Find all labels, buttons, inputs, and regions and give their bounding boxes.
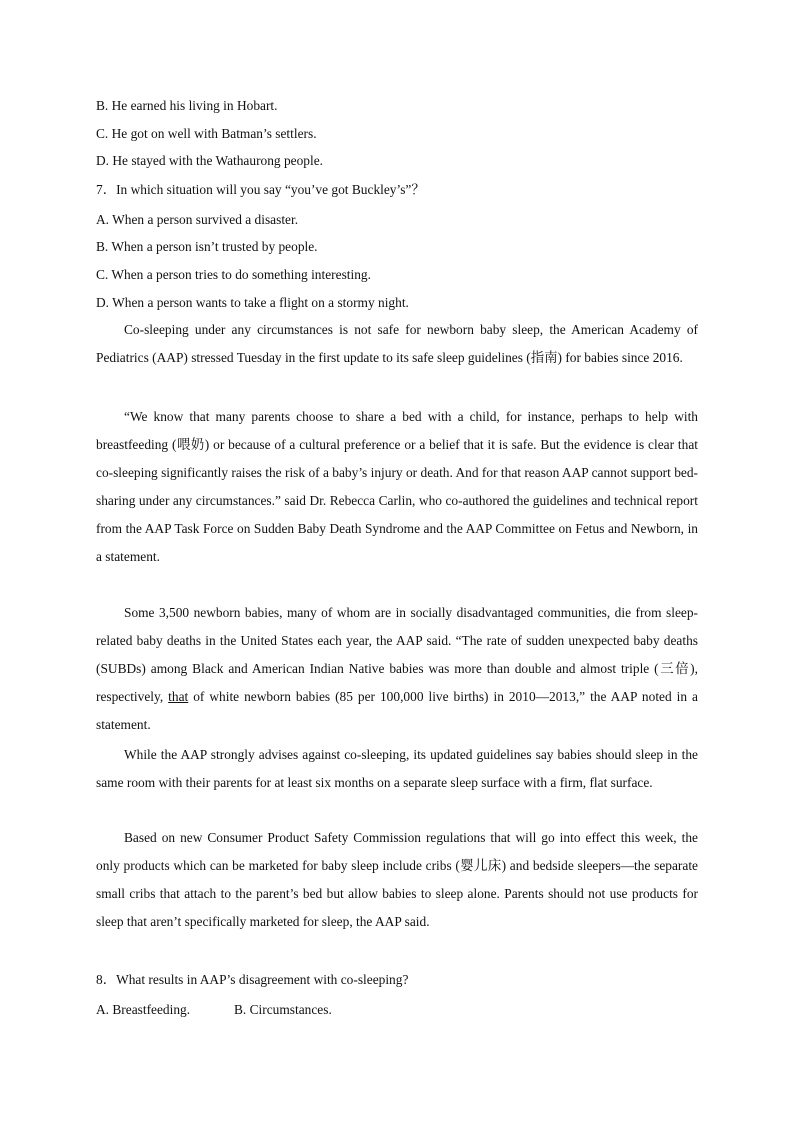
passage-paragraph-4 bbox=[96, 741, 698, 797]
passage-paragraph-5 bbox=[96, 824, 698, 936]
q8-question: 8．What results in AAP’s disagreement with co-sleeping? bbox=[96, 972, 409, 987]
q7-option-b: B. When a person isn’t trusted by people. bbox=[96, 239, 318, 254]
q6-option-c: C. He got on well with Batman’s settlers. bbox=[96, 126, 317, 141]
passage-paragraph-1 bbox=[96, 316, 698, 372]
passage-paragraph-3-text-a: Some 3,500 newborn babies, many of whom are in socially disadvantaged communities, die from sleep-related baby deaths in the United States each year, the AAP said. “The rate of sudden unexpected baby deaths (SUBDs) among Black and American Indian Native babies was more than double and almost triple (三倍), respectively, bbox=[96, 605, 698, 704]
passage-paragraph-3 bbox=[96, 599, 698, 739]
passage-paragraph-1-text: Co-sleeping under any circumstances is not safe for newborn baby sleep, the American Academy of Pediatrics (AAP) stressed Tuesday in the first update to its safe sleep guidelines (指南) for babies since 2016. bbox=[96, 322, 698, 365]
q6-option-b: B. He earned his living in Hobart. bbox=[96, 98, 278, 113]
q7-question: 7．In which situation will you say “you’ve got Buckley’s”？ bbox=[96, 182, 425, 197]
q8-option-a: A. Breastfeeding. bbox=[96, 1002, 191, 1017]
passage-paragraph-2-text: “We know that many parents choose to share a bed with a child, for instance, perhaps to help with breastfeeding (喂奶) or because of a cultural preference or a belief that it is safe. But the evidence is clear that co-sleeping significantly raises the risk of a baby’s injury or death. And for that reason AAP cannot support bed-sharing under any circumstances.” said Dr. Rebecca Carlin, who co-authored the guidelines and technical report from the AAP Task Force on Sudden Baby Death Syndrome and the AAP Committee on Fetus and Newborn, in a statement. bbox=[96, 409, 698, 564]
q7-option-a: A. When a person survived a disaster. bbox=[96, 212, 299, 227]
underlined-word: that bbox=[168, 689, 189, 704]
passage-paragraph-4-text: While the AAP strongly advises against co-sleeping, its updated guidelines say babies should sleep in the same room with their parents for at least six months on a separate sleep surface with a firm, flat surface. bbox=[96, 747, 698, 790]
passage-paragraph-2 bbox=[96, 403, 698, 571]
q8-option-b: B. Circumstances. bbox=[234, 1002, 332, 1017]
q8-options-row bbox=[96, 1001, 332, 1019]
passage-paragraph-3-text-b: of white newborn babies (85 per 100,000 live births) in 2010—2013,” the AAP noted in a statement. bbox=[96, 689, 698, 732]
q6-option-d: D. He stayed with the Wathaurong people. bbox=[96, 153, 323, 168]
q7-option-d: D. When a person wants to take a flight on a stormy night. bbox=[96, 295, 409, 310]
q7-option-c: C. When a person tries to do something interesting. bbox=[96, 267, 371, 282]
passage-paragraph-5-text: Based on new Consumer Product Safety Commission regulations that will go into effect this week, the only products which can be marketed for baby sleep include cribs (婴儿床) and bedside sleepers—the separate small cribs that attach to the parent’s bed but allow babies to sleep alone. Parents should not use products for sleep that aren’t specifically marketed for sleep, the AAP said. bbox=[96, 830, 698, 929]
